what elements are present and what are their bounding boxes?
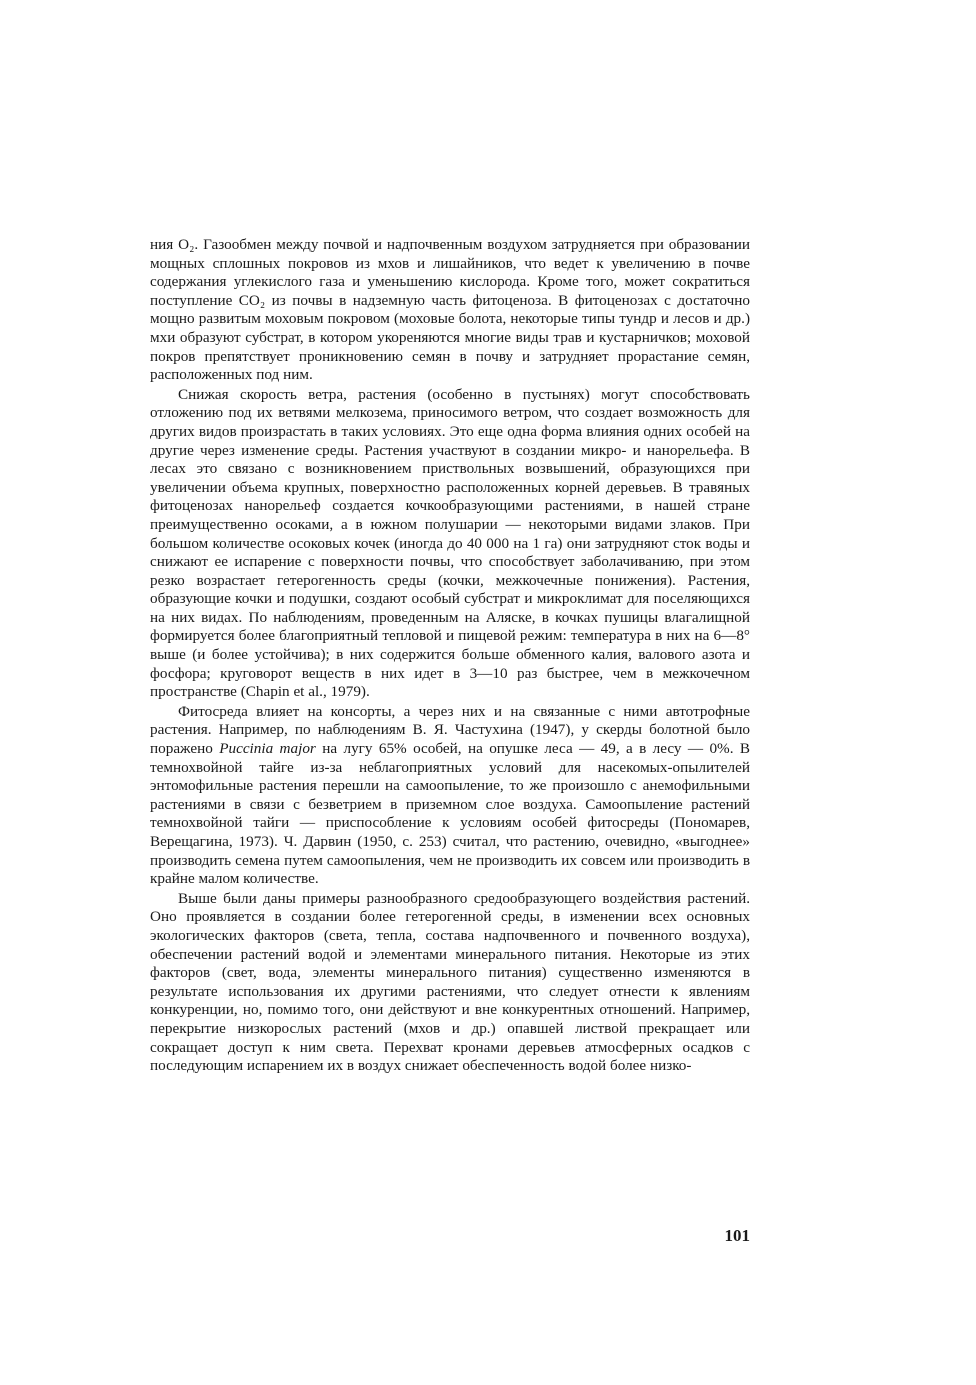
species-name-italic: Puccinia major — [219, 740, 316, 758]
page-number: 101 — [724, 1226, 750, 1245]
paragraph-1: ния O₂. Газообмен между почвой и надпочвенным воздухом затрудняется при образовании мощных сплошных покровов из мхов и лишайников, что ведет к увеличению в почве содержания углекислого газа и уменьшению кислорода. Кроме того, может сократиться поступление CO₂ из почвы в надземную часть фитоценоза. В фитоценозах с достаточно мощно развитым моховым покровом (моховые болота, некоторые типы тундр и лесов и др.) мхи образуют субстрат, в котором укореняются многие виды трав и кустарничков; моховой покров препятствует проникновению семян в почву и затрудняет прорастание семян, расположенных под ним. — [150, 236, 750, 384]
paragraph-3 — [150, 703, 750, 889]
body-text — [150, 236, 750, 1076]
paragraph-3-part-1: Фитосреда влияет на консорты, а через них и на связанные с ними автотрофные растения. Например, по наблюдениям В. Я. Частухина (1947), у скерды болотной было поражено — [150, 702, 750, 758]
paragraph-4: Выше были даны примеры разнообразного средообразующего воздействия растений. Оно проявляется в создании более гетерогенной среды, в изменении всех основных экологических факторов (света, тепла, состава надпочвенного и почвенного воздуха), обеспечении растений водой и элементами минерального питания. Некоторые из этих факторов (свет, вода, элементы минерального питания) существенно изменяются в результате использования их другими растениями, что следует отнести к явлениям конкуренции, но, помимо того, они действуют и вне конкурентных отношений. Например, перекрытие низкорослых растений (мхов и др.) опавшей листвой прекращает или сокращает доступ к ним света. Перехват кронами деревьев атмосферных осадков с последующим испарением их в воздух снижает обеспеченность водой более низко- — [150, 889, 750, 1075]
paragraph-3-part-2: на лугу 65% особей, на опушке леса — 49, а в лесу — 0%. В темнохвойной тайге из-за неблагоприятных условий для насекомых-опылителей энтомофильные растения перешли на самоопыление, то же произошло с анемофильными растениями в связи с безветрием в приземном слое воздуха. Самоопыление растений темнохвойной тайги — приспособление к условиям особей фитосреды (Пономарев, Верещагина, 1973). Ч. Дарвин (1950, с. 253) считал, что растению, очевидно, «выгоднее» производить семена путем самоопыления, чем не производить их совсем или производить в крайне малом количестве. — [150, 740, 751, 888]
paragraph-2: Снижая скорость ветра, растения (особенно в пустынях) могут способствовать отложению под их ветвями мелкозема, приносимого ветром, что создает возможность для других видов произрастать в таких условиях. Это еще одна форма влияния одних особей на другие через изменение среды. Растения участвуют в создании микро- и нанорельефа. В лесах это связано с возникновением приствольных возвышений, образующихся при увеличении объема крупных, поверхностно расположенных корней деревьев. В травяных фитоценозах нанорельеф создается кочкообразующими растениями, в нашей стране преимущественно осоками, а в южном полушарии — некоторыми видами злаков. При большом количестве осоковых кочек (иногда до 40 000 на 1 га) они затрудняют сток воды и снижают ее испарение с поверхности почвы, что способствует заболачиванию, при этом резко возрастает гетерогенность среды (кочки, межкочечные понижения). Растения, образующие кочки и подушки, создают особый субстрат и микроклимат для поселяющихся на них видах. По наблюдениям, проведенным на Аляске, в кочках пушицы влагалищной формируется более благоприятный тепловой и пищевой режим: температура в них на 6—8° выше (и более устойчива); в них содержится больше обменного калия, валового азота и фосфора; круговорот веществ в них идет в 3—10 раз быстрее, чем в межкочечном пространстве (Chapin et al., 1979). — [150, 385, 750, 701]
